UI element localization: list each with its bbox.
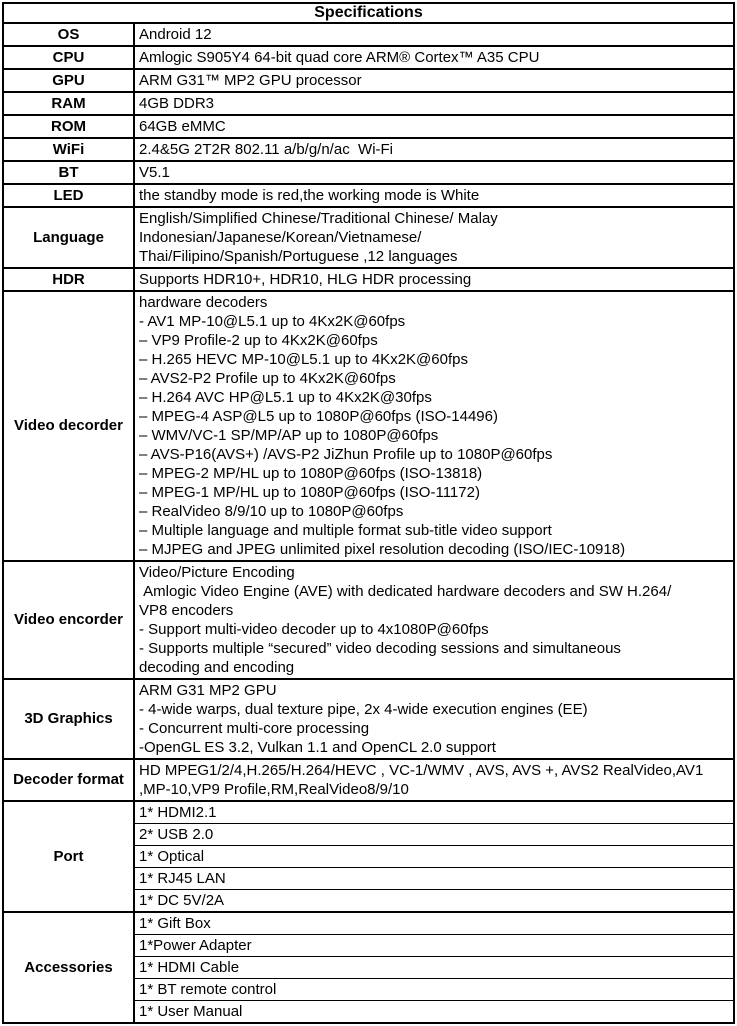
table-header-row (3, 3, 734, 23)
spec-value-cell: 1*Power Adapter (134, 935, 734, 957)
spec-value-line: HD MPEG1/2/4,H.265/H.264/HEVC , VC-1/WMV , AVS, AVS +, AVS2 RealVideo,AV1 (139, 762, 704, 779)
spec-label: Video decorder (3, 291, 134, 561)
spec-value-line: – H.264 AVC HP@L5.1 up to 4Kx2K@30fps (139, 389, 432, 406)
spec-label: ROM (3, 115, 134, 138)
spec-value-cell (134, 759, 734, 801)
table-row (3, 679, 734, 759)
table-row (3, 161, 734, 184)
spec-value-cell: 1* DC 5V/2A (134, 890, 734, 913)
spec-value-cell (134, 207, 734, 268)
spec-label: Video encorder (3, 561, 134, 679)
spec-label: WiFi (3, 138, 134, 161)
spec-table-body (3, 23, 734, 1023)
spec-label: Port (3, 801, 134, 912)
spec-value-line: - AV1 MP-10@L5.1 up to 4Kx2K@60fps (139, 313, 406, 330)
spec-value-line: - Support multi-video decoder up to 4x1080P@60fps (139, 621, 489, 638)
spec-value-line: Supports HDR10+, HDR10, HLG HDR processing (139, 271, 472, 288)
spec-value-cell: 2* USB 2.0 (134, 824, 734, 846)
spec-value-line: Android 12 (139, 26, 212, 43)
spec-value-line: ARM G31™ MP2 GPU processor (139, 72, 362, 89)
spec-label: GPU (3, 69, 134, 92)
spec-value-line: - 4-wide warps, dual texture pipe, 2x 4-wide execution engines (EE) (139, 701, 588, 718)
spec-value-line: – MJPEG and JPEG unlimited pixel resolution decoding (ISO/IEC-10918) (139, 541, 626, 558)
spec-value-line: – AVS-P16(AVS+) /AVS-P2 JiZhun Profile up to 1080P@60fps (139, 446, 553, 463)
spec-value-line: -OpenGL ES 3.2, Vulkan 1.1 and OpenCL 2.0 support (139, 739, 496, 756)
spec-value-line: – RealVideo 8/9/10 up to 1080P@60fps (139, 503, 404, 520)
spec-label: Accessories (3, 912, 134, 1023)
table-row (3, 801, 734, 824)
spec-label: LED (3, 184, 134, 207)
spec-value-line: – MPEG-1 MP/HL up to 1080P@60fps (ISO-11172) (139, 484, 480, 501)
table-row (3, 138, 734, 161)
spec-label: BT (3, 161, 134, 184)
spec-value-line: Thai/Filipino/Spanish/Portuguese ,12 languages (139, 248, 458, 265)
spec-value-line: ,MP-10,VP9 Profile,RM,RealVideo8/9/10 (139, 781, 409, 798)
spec-value-line: 2.4&5G 2T2R 802.11 a/b/g/n/ac Wi-Fi (139, 141, 394, 158)
spec-value-line: – AVS2-P2 Profile up to 4Kx2K@60fps (139, 370, 396, 387)
table-row (3, 759, 734, 801)
spec-value-line: Indonesian/Japanese/Korean/Vietnamese/ (139, 229, 422, 246)
spec-value-cell (134, 69, 734, 92)
spec-value-cell (134, 92, 734, 115)
spec-label: HDR (3, 268, 134, 291)
spec-value-cell: 1* HDMI Cable (134, 957, 734, 979)
spec-value-cell: 1* BT remote control (134, 979, 734, 1001)
spec-value-cell: 1* Optical (134, 846, 734, 868)
spec-value-line: – H.265 HEVC MP-10@L5.1 up to 4Kx2K@60fps (139, 351, 468, 368)
spec-value-cell: 1* User Manual (134, 1001, 734, 1024)
spec-value-cell (134, 291, 734, 561)
table-row (3, 561, 734, 679)
spec-value-line: hardware decoders (139, 294, 268, 311)
table-row (3, 23, 734, 46)
spec-value-line: VP8 encoders (139, 602, 234, 619)
specifications-table (2, 2, 735, 1024)
spec-value-line: ARM G31 MP2 GPU (139, 682, 277, 699)
spec-value-cell (134, 268, 734, 291)
spec-value-line: English/Simplified Chinese/Traditional Chinese/ Malay (139, 210, 498, 227)
spec-label: OS (3, 23, 134, 46)
spec-value-line: – WMV/VC-1 SP/MP/AP up to 1080P@60fps (139, 427, 439, 444)
table-row (3, 291, 734, 561)
spec-value-line: Video/Picture Encoding (139, 564, 295, 581)
spec-value-line: – VP9 Profile-2 up to 4Kx2K@60fps (139, 332, 378, 349)
table-row (3, 69, 734, 92)
spec-value-line: – Multiple language and multiple format sub-title video support (139, 522, 552, 539)
table-row (3, 46, 734, 69)
table-row (3, 912, 734, 935)
spec-value-cell (134, 46, 734, 69)
spec-label: Decoder format (3, 759, 134, 801)
spec-value-cell (134, 184, 734, 207)
table-row (3, 184, 734, 207)
table-row (3, 115, 734, 138)
spec-value-cell (134, 138, 734, 161)
spec-value-line: decoding and encoding (139, 659, 295, 676)
spec-value-cell: 1* Gift Box (134, 912, 734, 935)
spec-value-line: the standby mode is red,the working mode is White (139, 187, 480, 204)
spec-value-cell (134, 161, 734, 184)
table-row (3, 207, 734, 268)
spec-value-cell: 1* RJ45 LAN (134, 868, 734, 890)
spec-label: 3D Graphics (3, 679, 134, 759)
spec-value-cell (134, 115, 734, 138)
spec-value-line: – MPEG-4 ASP@L5 up to 1080P@60fps (ISO-14496) (139, 408, 498, 425)
spec-value-line: Amlogic S905Y4 64-bit quad core ARM® Cortex™ A35 CPU (139, 49, 540, 66)
spec-value-line: - Supports multiple “secured” video decoding sessions and simultaneous (139, 640, 621, 657)
page-title: Specifications (3, 3, 734, 23)
spec-label: CPU (3, 46, 134, 69)
spec-value-line: 4GB DDR3 (139, 95, 215, 112)
spec-value-line: 64GB eMMC (139, 118, 226, 135)
spec-value-line: – MPEG-2 MP/HL up to 1080P@60fps (ISO-13818) (139, 465, 483, 482)
spec-value-cell (134, 23, 734, 46)
spec-value-line: Amlogic Video Engine (AVE) with dedicated hardware decoders and SW H.264/ (139, 583, 672, 600)
spec-value-cell (134, 561, 734, 679)
spec-label: Language (3, 207, 134, 268)
spec-value-line: V5.1 (139, 164, 170, 181)
spec-value-cell (134, 679, 734, 759)
spec-value-line: - Concurrent multi-core processing (139, 720, 370, 737)
spec-value-cell: 1* HDMI2.1 (134, 801, 734, 824)
table-row (3, 268, 734, 291)
spec-label: RAM (3, 92, 134, 115)
table-row (3, 92, 734, 115)
